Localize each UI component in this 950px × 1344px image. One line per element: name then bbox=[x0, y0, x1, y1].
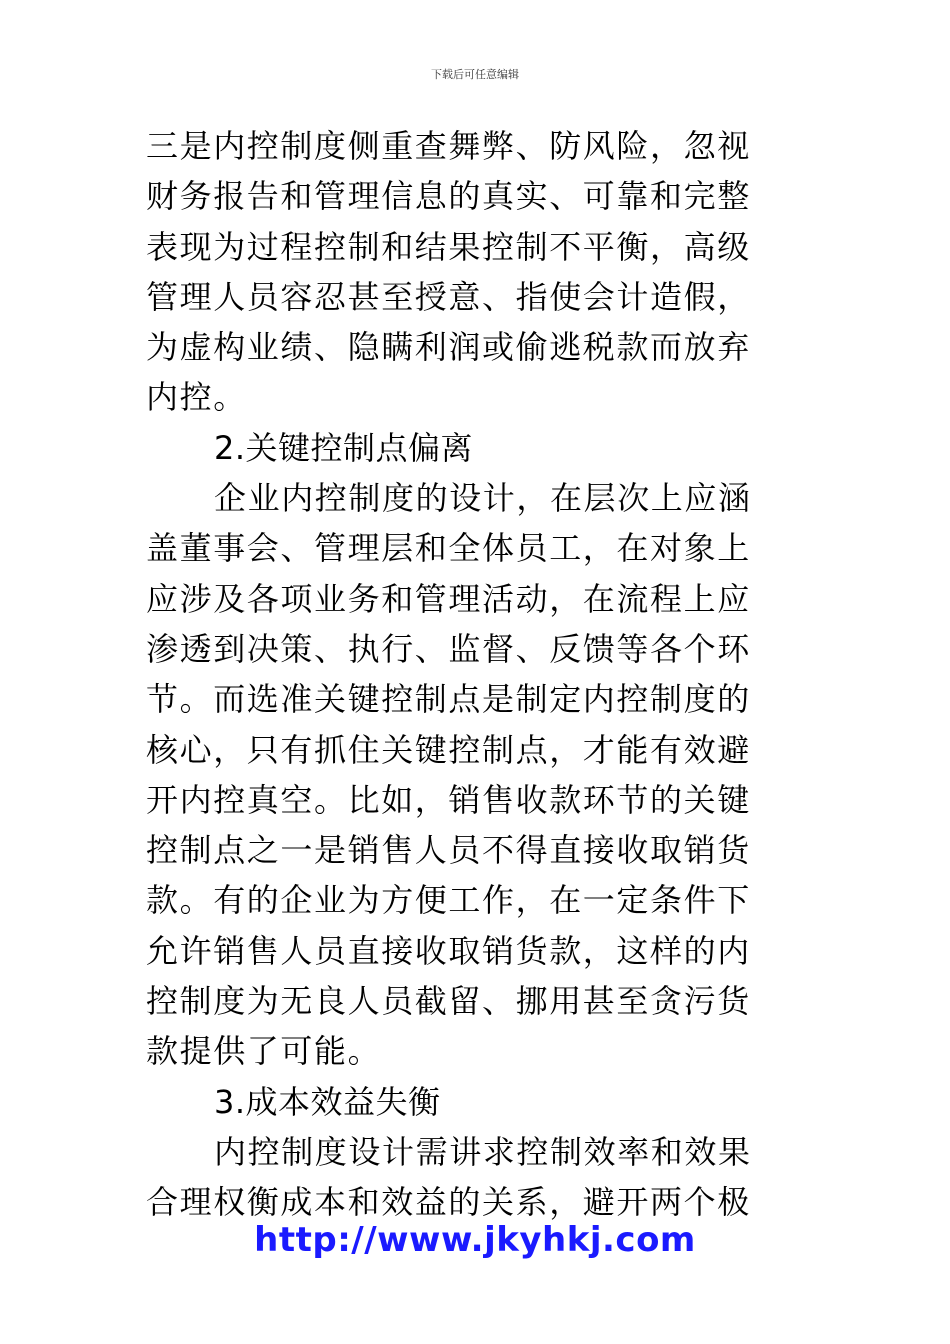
body-text-line: 企业内控制度的设计，在层次上应涵 bbox=[214, 479, 752, 518]
body-text-line: 表现为过程控制和结果控制不平衡，高级 bbox=[146, 227, 751, 266]
section-heading: 2.关键控制点偏离 bbox=[214, 428, 474, 467]
footer-website-link[interactable]: http://www.jkyhkj.com bbox=[254, 1220, 696, 1260]
body-text-line: 款。有的企业为方便工作，在一定条件下 bbox=[146, 881, 751, 920]
body-text-line: 控制点之一是销售人员不得直接收取销货 bbox=[146, 831, 751, 870]
section-heading: 3.成本效益失衡 bbox=[214, 1082, 441, 1121]
body-text-line: 开内控真空。比如，销售收款环节的关键 bbox=[146, 780, 751, 819]
body-text-line: 内控制度设计需讲求控制效率和效果 bbox=[214, 1132, 752, 1171]
body-text-line: 允许销售人员直接收取销货款，这样的内 bbox=[146, 931, 751, 970]
body-text-line: 管理人员容忍甚至授意、指使会计造假， bbox=[146, 277, 751, 316]
document-body bbox=[146, 121, 808, 1228]
body-text-line: 核心，只有抓住关键控制点，才能有效避 bbox=[146, 730, 751, 769]
body-text-line: 节。而选准关键控制点是制定内控制度的 bbox=[146, 680, 751, 719]
body-text-line: 应涉及各项业务和管理活动，在流程上应 bbox=[146, 579, 751, 618]
body-text-line: 款提供了可能。 bbox=[146, 1032, 382, 1071]
body-text-line: 三是内控制度侧重查舞弊、防风险，忽视 bbox=[146, 127, 751, 165]
body-text-line: 内控。 bbox=[146, 378, 247, 417]
body-text-line: 盖董事会、管理层和全体员工，在对象上 bbox=[146, 529, 751, 568]
body-text-line: 渗透到决策、执行、监督、反馈等各个环 bbox=[146, 629, 751, 668]
body-text-line: 为虚构业绩、隐瞒利润或偷逃税款而放弃 bbox=[146, 328, 751, 367]
body-text-line: 财务报告和管理信息的真实、可靠和完整 bbox=[146, 177, 751, 216]
body-text-line: 控制度为无良人员截留、挪用甚至贪污货 bbox=[146, 982, 751, 1021]
page-header-note: 下载后可任意编辑 bbox=[431, 68, 519, 81]
body-text-line: 合理权衡成本和效益的关系，避开两个极 bbox=[146, 1183, 751, 1222]
